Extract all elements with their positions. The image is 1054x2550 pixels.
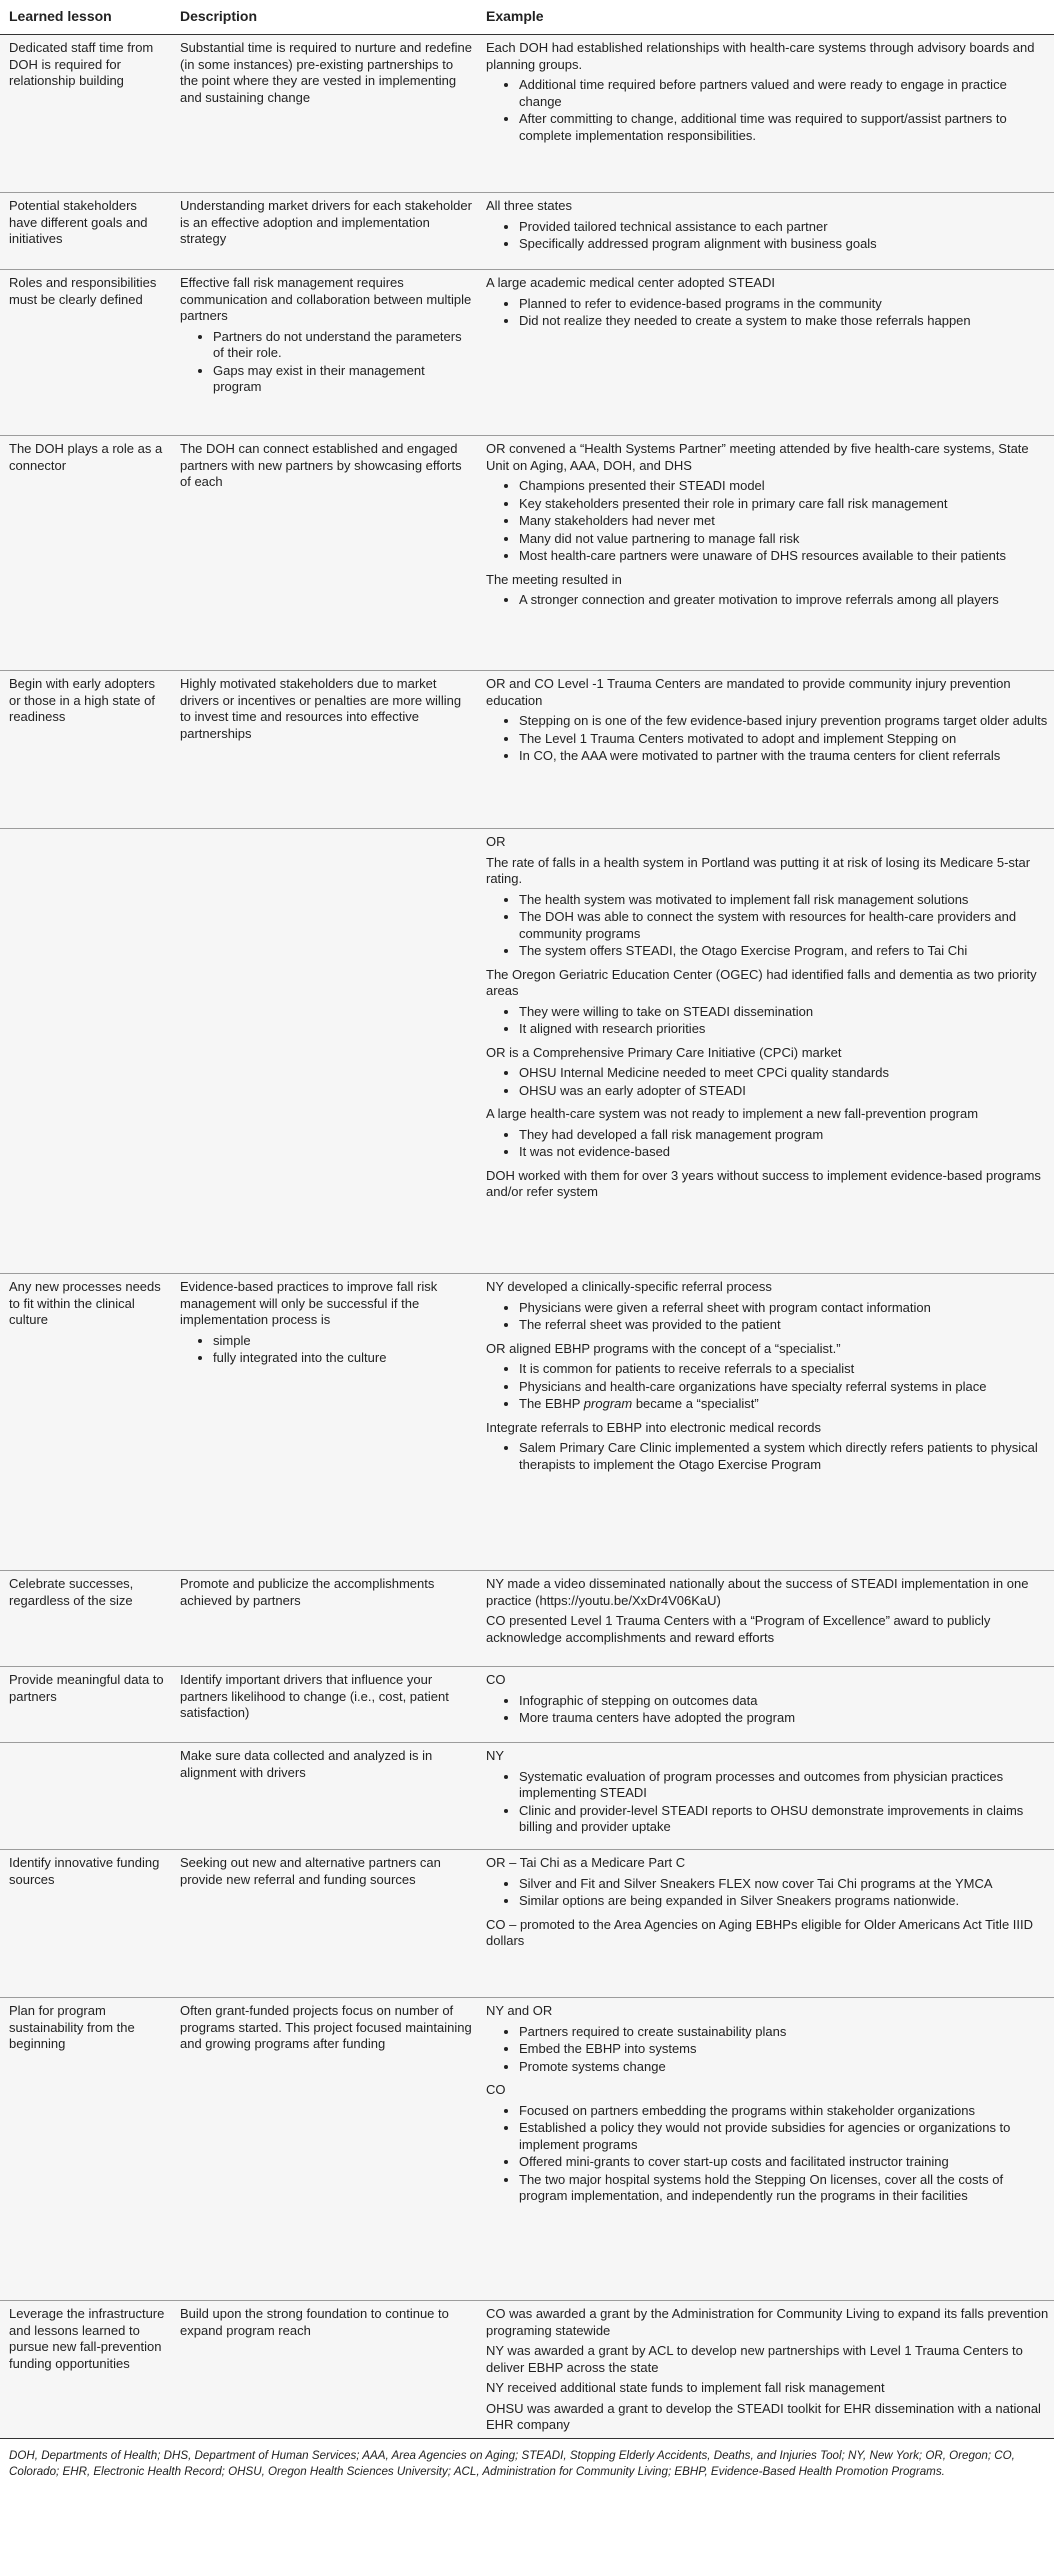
example-bullet-list [486, 478, 1049, 565]
bullet-item: • The DOH was able to connect the system with resources for health-care providers and community programs [519, 909, 1049, 942]
example-paragraph: All three states [486, 198, 572, 213]
example-paragraph: CO presented Level 1 Trauma Centers with a “Program of Excellence” award to publicly acknowledge accomplishments and reward efforts [486, 1613, 991, 1645]
table-row [0, 1743, 1054, 1850]
lesson-cell [0, 193, 171, 270]
bullet-item: • The health system was motivated to implement fall risk management solutions [519, 892, 1049, 909]
example-cell [477, 35, 1054, 193]
bullet-item: • Physicians were given a referral sheet with program contact information [519, 1300, 1049, 1317]
bullet-item: • After committing to change, additional time was required to support/assist partners to complete implementation responsibilities. [519, 111, 1049, 144]
example-paragraph: NY and OR [486, 2003, 553, 2018]
description-cell [171, 1274, 477, 1571]
description-cell [171, 671, 477, 829]
description-paragraph: Promote and publicize the accomplishments achieved by partners [180, 1576, 435, 1608]
example-cell [477, 1274, 1054, 1571]
bullet-item: • They were willing to take on STEADI dissemination [519, 1004, 1049, 1021]
table-row [0, 2301, 1054, 2439]
table-row [0, 1274, 1054, 1571]
description-paragraph: Make sure data collected and analyzed is in alignment with drivers [180, 1748, 433, 1780]
table-row [0, 829, 1054, 1274]
example-bullet-list [486, 713, 1049, 765]
example-cell [477, 2301, 1054, 2439]
bullet-item: • In CO, the AAA were motivated to partner with the trauma centers for client referrals [519, 748, 1049, 765]
example-paragraph: DOH worked with them for over 3 years without success to implement evidence-based programs and/or refer system [486, 1167, 1041, 1199]
example-bullet-list [486, 77, 1049, 144]
description-cell [171, 1998, 477, 2301]
example-bullet-list [486, 1693, 1049, 1727]
bullet-item: • OHSU was an early adopter of STEADI [519, 1083, 1049, 1100]
lesson-cell [0, 1571, 171, 1667]
bullet-item: • They had developed a fall risk management program [519, 1127, 1049, 1144]
example-cell [477, 1850, 1054, 1998]
example-cell [477, 193, 1054, 270]
header-example: Example [477, 0, 1054, 35]
example-paragraph: OR convened a “Health Systems Partner” meeting attended by five health-care systems, State Unit on Aging, AAA, DOH, and DHS [486, 441, 1029, 473]
example-paragraph: NY received additional state funds to implement fall risk management [486, 2380, 885, 2395]
lesson-cell [0, 2301, 171, 2439]
bullet-item: • The referral sheet was provided to the patient [519, 1317, 1049, 1334]
bullet-item: • Partners required to create sustainability plans [519, 2024, 1049, 2041]
example-paragraph: The Oregon Geriatric Education Center (OGEC) had identified falls and dementia as two priority areas [486, 966, 1037, 998]
description-cell [171, 829, 477, 1274]
bullet-item: • Clinic and provider-level STEADI reports to OHSU demonstrate improvements in claims billing and provider uptake [519, 1803, 1049, 1836]
example-bullet-list [486, 1127, 1049, 1161]
lesson-paragraph: Celebrate successes, regardless of the size [9, 1576, 134, 1608]
example-bullet-list [486, 2024, 1049, 2076]
bullet-item: • Many stakeholders had never met [519, 513, 1049, 530]
description-cell [171, 35, 477, 193]
example-paragraph: The meeting resulted in [486, 571, 622, 587]
example-paragraph: NY was awarded a grant by ACL to develop new partnerships with Level 1 Trauma Centers to deliver EBHP across the state [486, 2343, 1023, 2375]
example-paragraph: CO [486, 1672, 506, 1687]
description-bullet-list [180, 1333, 472, 1367]
lesson-cell [0, 1667, 171, 1743]
bullet-item: • Partners do not understand the parameters of their role. [213, 329, 472, 362]
header-description: Description [171, 0, 477, 35]
lesson-paragraph: Begin with early adopters or those in a high state of readiness [9, 676, 155, 724]
description-cell [171, 270, 477, 436]
bullet-item: • Offered mini-grants to cover start-up costs and facilitated instructor training [519, 2154, 1049, 2171]
table-row [0, 1998, 1054, 2301]
example-paragraph: NY developed a clinically-specific referral process [486, 1279, 772, 1294]
example-cell [477, 1998, 1054, 2301]
example-paragraph: Integrate referrals to EBHP into electronic medical records [486, 1419, 822, 1435]
example-bullet-list [486, 1004, 1049, 1038]
bullet-item: • Most health-care partners were unaware of DHS resources available to their patients [519, 548, 1049, 565]
bullet-item: • OHSU Internal Medicine needed to meet CPCi quality standards [519, 1065, 1049, 1082]
bullet-item: • Similar options are being expanded in Silver Sneakers programs nationwide. [519, 1893, 1049, 1910]
table-row [0, 1667, 1054, 1743]
example-bullet-list [486, 1361, 1049, 1413]
description-paragraph: Highly motivated stakeholders due to market drivers or incentives or penalties are more willing to invest time and resources into effective partnerships [180, 676, 462, 741]
bullet-item: • A stronger connection and greater motivation to improve referrals among all players [519, 592, 1049, 609]
description-cell [171, 1571, 477, 1667]
description-cell [171, 436, 477, 671]
bullet-item: • The Level 1 Trauma Centers motivated to adopt and implement Stepping on [519, 731, 1049, 748]
bullet-item: • The EBHP program became a “specialist” [519, 1396, 1049, 1413]
lesson-paragraph: Roles and responsibilities must be clearly defined [9, 275, 157, 307]
lesson-paragraph: Provide meaningful data to partners [9, 1672, 164, 1704]
bullet-item: • Infographic of stepping on outcomes data [519, 1693, 1049, 1710]
example-bullet-list [486, 1769, 1049, 1836]
example-paragraph: OR – Tai Chi as a Medicare Part C [486, 1855, 686, 1870]
bullet-item: • Salem Primary Care Clinic implemented a system which directly refers patients to physical therapists to implement the Otago Exercise Program [519, 1440, 1049, 1473]
example-paragraph: NY made a video disseminated nationally about the success of STEADI implementation in one practice (https://youtu.be/XxDr4V06KaU) [486, 1576, 1029, 1608]
example-paragraph: CO – promoted to the Area Agencies on Aging EBHPs eligible for Older Americans Act Title IIID dollars [486, 1916, 1034, 1948]
bullet-item: • Gaps may exist in their management program [213, 363, 472, 396]
bullet-item: • Key stakeholders presented their role in primary care fall risk management [519, 496, 1049, 513]
description-paragraph: Seeking out new and alternative partners can provide new referral and funding sources [180, 1855, 441, 1887]
example-bullet-list [486, 296, 1049, 330]
description-paragraph: Often grant-funded projects focus on number of programs started. This project focused maintaining and growing programs after funding [180, 2003, 472, 2051]
example-cell [477, 829, 1054, 1274]
lesson-cell [0, 1998, 171, 2301]
lesson-paragraph: Identify innovative funding sources [9, 1855, 160, 1887]
example-bullet-list [486, 2103, 1049, 2205]
lesson-cell [0, 829, 171, 1274]
example-cell [477, 270, 1054, 436]
table-row [0, 193, 1054, 270]
table-header [0, 0, 1054, 35]
lesson-paragraph: Dedicated staff time from DOH is required for relationship building [9, 40, 154, 88]
bullet-item: • Additional time required before partners valued and were ready to engage in practice change [519, 77, 1049, 110]
lesson-cell [0, 1850, 171, 1998]
example-bullet-list [486, 1065, 1049, 1099]
lesson-cell [0, 1743, 171, 1850]
table-row [0, 1850, 1054, 1998]
table-row [0, 270, 1054, 436]
bullet-item: • fully integrated into the culture [213, 1350, 472, 1367]
bullet-item: • Focused on partners embedding the programs within stakeholder organizations [519, 2103, 1049, 2120]
example-cell [477, 1571, 1054, 1667]
example-cell [477, 1667, 1054, 1743]
example-paragraph: CO was awarded a grant by the Administration for Community Living to expand its falls prevention programing statewide [486, 2306, 1049, 2338]
example-paragraph: OR [486, 834, 506, 849]
bullet-item: • Specifically addressed program alignment with business goals [519, 236, 1049, 253]
bullet-item: • It aligned with research priorities [519, 1021, 1049, 1038]
bullet-item: • Established a policy they would not provide subsidies for agencies or organizations to implement programs [519, 2120, 1049, 2153]
description-paragraph: Effective fall risk management requires communication and collaboration between multiple partners [180, 275, 472, 323]
description-cell [171, 193, 477, 270]
description-paragraph: Identify important drivers that influence your partners likelihood to change (i.e., cost, patient satisfaction) [180, 1672, 449, 1720]
example-paragraph: OR is a Comprehensive Primary Care Initiative (CPCi) market [486, 1044, 842, 1060]
bullet-item: • Embed the EBHP into systems [519, 2041, 1049, 2058]
example-cell [477, 436, 1054, 671]
example-paragraph: CO [486, 2082, 506, 2097]
bullet-item: • Promote systems change [519, 2059, 1049, 2076]
example-paragraph: A large academic medical center adopted STEADI [486, 275, 776, 290]
bullet-item: • Provided tailored technical assistance to each partner [519, 219, 1049, 236]
description-paragraph: Evidence-based practices to improve fall risk management will only be successful if the implementation process is [180, 1279, 438, 1327]
example-cell [477, 1743, 1054, 1850]
example-paragraph: OHSU was awarded a grant to develop the STEADI toolkit for EHR dissemination with a national EHR company [486, 2400, 1041, 2432]
example-cell [477, 671, 1054, 829]
example-bullet-list [486, 892, 1049, 960]
example-paragraph: The rate of falls in a health system in Portland was putting it at risk of losing its Medicare 5-star rating. [486, 854, 1031, 886]
bullet-item: • Planned to refer to evidence-based programs in the community [519, 296, 1049, 313]
bullet-item: • Physicians and health-care organizations have specialty referral systems in place [519, 1379, 1049, 1396]
example-paragraph: OR and CO Level -1 Trauma Centers are mandated to provide community injury prevention education [486, 676, 1011, 708]
lesson-cell [0, 671, 171, 829]
lesson-cell [0, 436, 171, 671]
example-bullet-list [486, 219, 1049, 253]
bullet-item: • More trauma centers have adopted the program [519, 1710, 1049, 1727]
bullet-item: • Many did not value partnering to manage fall risk [519, 531, 1049, 548]
bullet-item: • It was not evidence-based [519, 1144, 1049, 1161]
lesson-paragraph: Any new processes needs to fit within the clinical culture [9, 1279, 161, 1327]
description-cell [171, 1667, 477, 1743]
bullet-item: • The two major hospital systems hold the Stepping On licenses, cover all the costs of program implementation, and independently run the programs in their facilities [519, 2172, 1049, 2205]
lesson-paragraph: Leverage the infrastructure and lessons learned to pursue new fall-prevention funding opportunities [9, 2306, 165, 2371]
table-body [0, 35, 1054, 2439]
lesson-paragraph: Potential stakeholders have different goals and initiatives [9, 198, 148, 246]
example-paragraph: Each DOH had established relationships with health-care systems through advisory boards and planning groups. [486, 40, 1035, 72]
bullet-item: • simple [213, 1333, 472, 1350]
example-paragraph: OR aligned EBHP programs with the concept of a “specialist.” [486, 1340, 841, 1356]
emphasis: program [583, 1396, 633, 1411]
description-bullet-list [180, 329, 472, 396]
lesson-cell [0, 270, 171, 436]
example-bullet-list [486, 1876, 1049, 1910]
bullet-item: • Champions presented their STEADI model [519, 478, 1049, 495]
table-row [0, 436, 1054, 671]
header-row [0, 0, 1054, 35]
example-bullet-list [486, 592, 1049, 609]
lesson-paragraph: The DOH plays a role as a connector [9, 441, 163, 473]
description-cell [171, 1743, 477, 1850]
example-paragraph: A large health-care system was not ready to implement a new fall-prevention program [486, 1106, 979, 1121]
bullet-item: • Silver and Fit and Silver Sneakers FLEX now cover Tai Chi programs at the YMCA [519, 1876, 1049, 1893]
description-paragraph: Build upon the strong foundation to continue to expand program reach [180, 2306, 449, 2338]
bullet-item: • Did not realize they needed to create a system to make those referrals happen [519, 313, 1049, 330]
table-row [0, 1571, 1054, 1667]
description-paragraph: Understanding market drivers for each stakeholder is an effective adoption and implementation strategy [180, 198, 472, 246]
lesson-paragraph: Plan for program sustainability from the beginning [9, 2003, 135, 2051]
table-row [0, 671, 1054, 829]
header-learned-lesson: Learned lesson [0, 0, 171, 35]
table-row [0, 35, 1054, 193]
bullet-item: • Stepping on is one of the few evidence-based injury prevention programs target older adults [519, 713, 1049, 730]
bullet-item: • The system offers STEADI, the Otago Exercise Program, and refers to Tai Chi [519, 943, 1049, 960]
bullet-item: • It is common for patients to receive referrals to a specialist [519, 1361, 1049, 1378]
lesson-cell [0, 35, 171, 193]
bullet-item: • Systematic evaluation of program processes and outcomes from physician practices implementing STEADI [519, 1769, 1049, 1802]
lesson-cell [0, 1274, 171, 1571]
description-cell [171, 2301, 477, 2439]
description-paragraph: Substantial time is required to nurture and redefine (in some instances) pre-existing partnerships to the point where they are vested in implementing and sustaining change [180, 40, 472, 105]
description-paragraph: The DOH can connect established and engaged partners with new partners by showcasing efforts of each [180, 441, 462, 489]
example-bullet-list [486, 1300, 1049, 1334]
example-bullet-list [486, 1440, 1049, 1473]
example-paragraph: NY [486, 1748, 505, 1763]
table-footnote: DOH, Departments of Health; DHS, Department of Human Services; AAA, Area Agencies on Aging; STEADI, Stopping Elderly Accidents, Deaths, and Injuries Tool; NY, New York; OR, Oregon; CO, Colorado; EHR, Electronic Health Record; OHSU, Oregon Health Sciences University; ACL, Administration for Community Living; EBHP, Evidence-Based Health Promotion Programs. [9, 2448, 1015, 2478]
description-cell [171, 1850, 477, 1998]
